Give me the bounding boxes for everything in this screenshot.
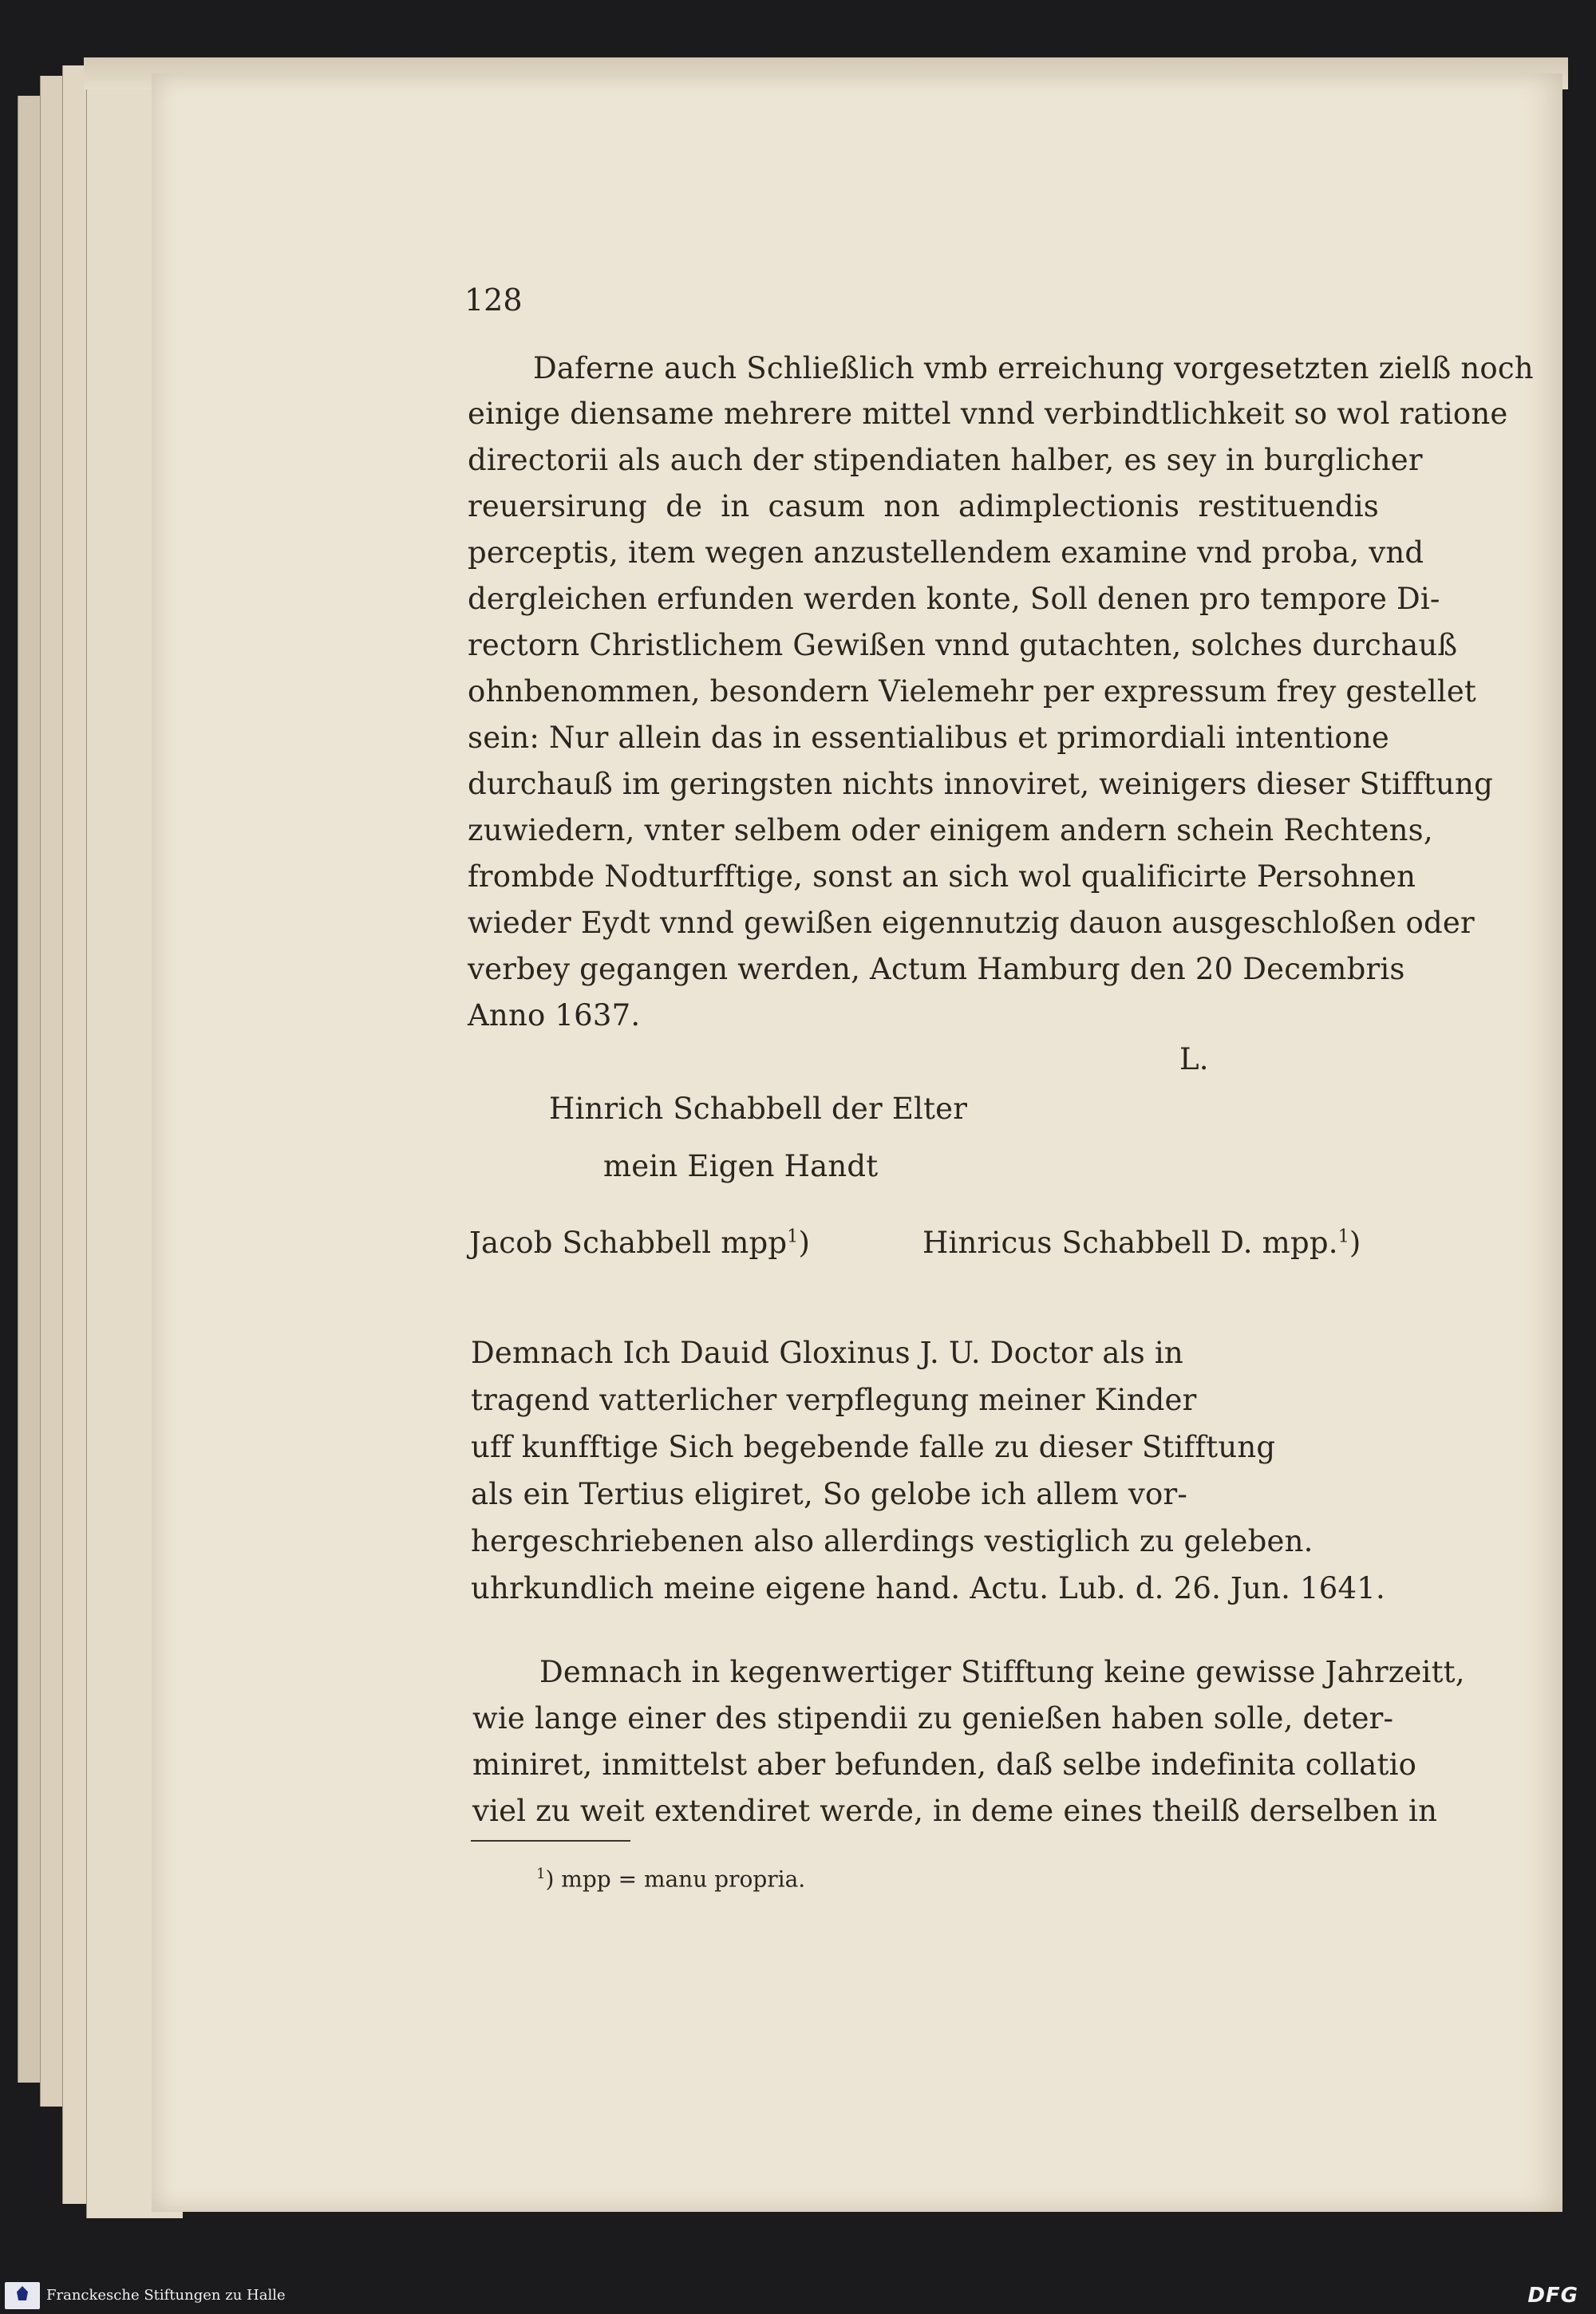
footnote-ref: 1: [787, 1226, 799, 1247]
text-line: wieder Eydt vnnd gewißen eigennutzig dauon ausgeschloßen oder: [468, 906, 1475, 940]
text-line: als ein Tertius eligiret, So gelobe ich allem vor-: [471, 1477, 1188, 1511]
text-line: Demnach Ich Dauid Gloxinus J. U. Doctor als in: [471, 1336, 1183, 1370]
text-line: sein: Nur allein das in essentialibus et primordiali intentione: [468, 721, 1390, 755]
text-line: directorii als auch der stipendiaten halber, es sey in burglicher: [468, 443, 1423, 477]
text-line: einige diensame mehrere mittel vnnd verbindtlichkeit so wol ratione: [468, 397, 1508, 431]
text-line: Daferne auch Schließlich vmb erreichung vorgesetzten zielß noch: [533, 351, 1534, 385]
text-line: perceptis, item wegen anzustellendem examine vnd proba, vnd: [468, 535, 1424, 570]
institution-name: Franckesche Stiftungen zu Halle: [46, 2287, 286, 2304]
text-line: viel zu weit extendiret werde, in deme eines theilß derselben in: [472, 1794, 1438, 1828]
institution-logo-icon: [5, 2282, 40, 2309]
paren: ): [798, 1226, 811, 1260]
text-line: reuersirung de in casum non adimplectionis restituendis: [468, 489, 1379, 523]
text-line: durchauß im geringsten nichts innoviret, weinigers dieser Stifftung: [468, 767, 1493, 801]
text-line: rectorn Christlichem Gewißen vnnd gutachten, solches durchauß: [468, 628, 1458, 662]
text-line: Anno 1637.: [468, 998, 641, 1033]
paren: ): [1349, 1226, 1361, 1260]
signature-hinricus: [922, 1226, 1361, 1260]
footnote: [536, 1866, 805, 1892]
text-line: frombde Nodturfftige, sonst an sich wol qualificirte Persohnen: [468, 859, 1416, 894]
text-line: uff kunfftige Sich begebende falle zu dieser Stifftung: [471, 1430, 1276, 1464]
signature-line: mein Eigen Handt: [603, 1149, 879, 1183]
seal-mark: L.: [1179, 1042, 1209, 1076]
footnote-ref: 1: [1337, 1226, 1349, 1247]
page-number: 128: [464, 282, 523, 318]
signature-hinricus-text: Hinricus Schabbell D. mpp.: [922, 1226, 1338, 1260]
text-line: dergleichen erfunden werden konte, Soll denen pro tempore Di-: [468, 582, 1440, 616]
book-page: [152, 73, 1562, 2212]
text-line: zuwiedern, vnter selbem oder einigem andern schein Rechtens,: [468, 813, 1433, 847]
text-line: wie lange einer des stipendii zu genießen haben solle, deter-: [472, 1701, 1394, 1736]
dfg-logo: DFG: [1527, 2284, 1578, 2308]
text-line: tragend vatterlicher verpflegung meiner Kinder: [471, 1383, 1197, 1417]
text-line: verbey gegangen werden, Actum Hamburg den 20 Decembris: [468, 952, 1405, 986]
signature-jacob-text: Jacob Schabbell mpp: [469, 1226, 788, 1260]
signature-line: Hinrich Schabbell der Elter: [549, 1092, 968, 1126]
text-line: uhrkundlich meine eigene hand. Actu. Lub. d. 26. Jun. 1641.: [471, 1571, 1385, 1605]
signature-jacob: [469, 1226, 810, 1260]
text-line: Demnach in kegenwertiger Stifftung keine gewisse Jahrzeitt,: [539, 1655, 1465, 1689]
text-line: ohnbenommen, besondern Vielemehr per expressum frey gestellet: [468, 674, 1476, 709]
text-line: miniret, inmittelst aber befunden, daß selbe indefinita collatio: [472, 1747, 1417, 1782]
text-line: hergeschriebenen also allerdings vestiglich zu geleben.: [471, 1524, 1314, 1558]
footnote-text: ) mpp = manu propria.: [545, 1866, 806, 1893]
footnote-marker: 1: [536, 1866, 546, 1882]
footnote-rule: [471, 1840, 630, 1842]
